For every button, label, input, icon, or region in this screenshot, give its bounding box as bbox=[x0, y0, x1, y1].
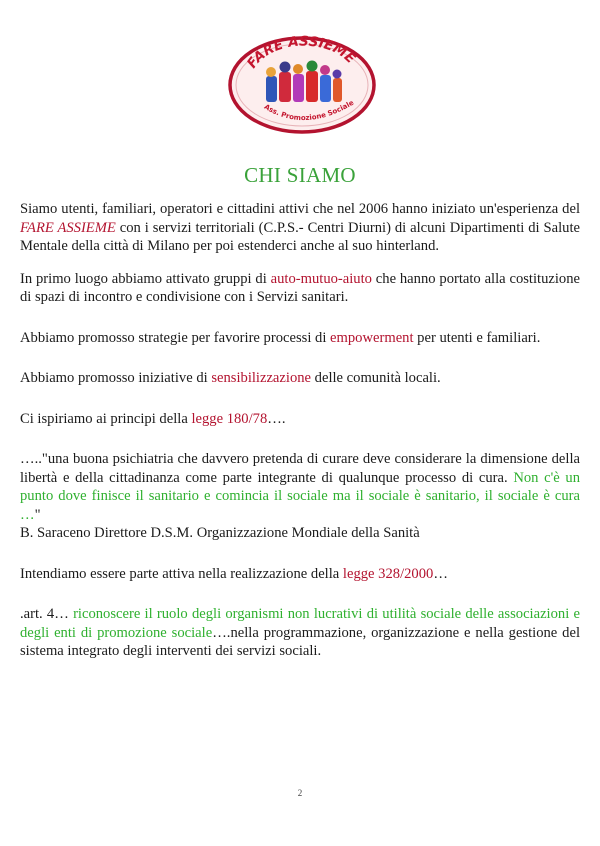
fare-assieme-logo bbox=[226, 34, 378, 136]
paragraph-sensibilizzazione: Abbiamo promosso iniziative di sensibilizzazione delle comunità locali. bbox=[20, 370, 441, 386]
document-body bbox=[20, 200, 580, 675]
highlight-auto-mutuo-aiuto: auto-mutuo-aiuto bbox=[270, 270, 372, 287]
paragraph-empowerment: Abbiamo promosso strategie per favorire processi di empowerment per utenti e familiari. bbox=[20, 329, 541, 346]
page-title: CHI SIAMO bbox=[244, 163, 356, 187]
highlight-art-4: riconoscere il ruolo degli organismi non lucrativi di utilità sociale delle associazioni e degli enti di promozione sociale bbox=[20, 606, 580, 641]
paragraph-legge-328: Intendiamo essere parte attiva nella realizzazione della legge 328/2000… bbox=[20, 565, 448, 582]
highlight-quote: Non c'è un punto dove finisce il sanitario e comincia il sociale ma il sociale è sanitario, il sociale è cura … bbox=[20, 469, 581, 523]
highlight-fare-assieme: FARE ASSIEME bbox=[20, 219, 116, 236]
paragraph-intro: Siamo utenti, familiari, operatori e cittadini attivi che nel 2006 hanno iniziato un'esperienza del FARE ASSIEME con i servizi territoriali (C.P.S.- Centri Diurni) di alcuni Dipartimenti di Salute Mentale della città di Milano per poi estenderci anche al suo hinterland. bbox=[20, 201, 580, 254]
highlight-legge-180: legge 180/78 bbox=[191, 410, 268, 427]
logo-subtitle: Ass. Promozione Sociale bbox=[262, 98, 356, 123]
paragraph-art-4: .art. 4… riconoscere il ruolo degli organismi non lucrativi di utilità sociale delle associazioni e degli enti di promozione sociale….nella programmazione, organizzazione e nella gestione del sistema integrato degli interventi dei servizi sociali. bbox=[20, 606, 581, 659]
page-number: 2 bbox=[297, 788, 303, 798]
highlight-empowerment: empowerment bbox=[330, 329, 414, 346]
highlight-legge-328: legge 328/2000 bbox=[342, 565, 434, 582]
paragraph-quote: ….."una buona psichiatria che davvero pretenda di curare deve considerare la dimensione della libertà e della cittadinanza come parte integrante di qualunque processo di cura. Non c'è un punto dove finisce il sanitario e comincia il sociale ma il sociale è sanitario, il sociale è cura …" bbox=[20, 451, 581, 523]
highlight-sensibilizzazione: sensibilizzazione bbox=[211, 370, 312, 386]
paragraph-auto-mutuo-aiuto: In primo luogo abbiamo attivato gruppi di auto-mutuo-aiuto che hanno portato alla costituzione di spazi di incontro e condivisione con i Servizi sanitari. bbox=[20, 270, 580, 305]
logo-name: FARE ASSIEME bbox=[244, 34, 359, 72]
paragraph-legge-180: Ci ispiriamo ai principi della legge 180/78…. bbox=[20, 410, 286, 427]
quote-author: B. Saraceno Direttore D.S.M. Organizzazione Mondiale della Sanità bbox=[20, 525, 420, 541]
